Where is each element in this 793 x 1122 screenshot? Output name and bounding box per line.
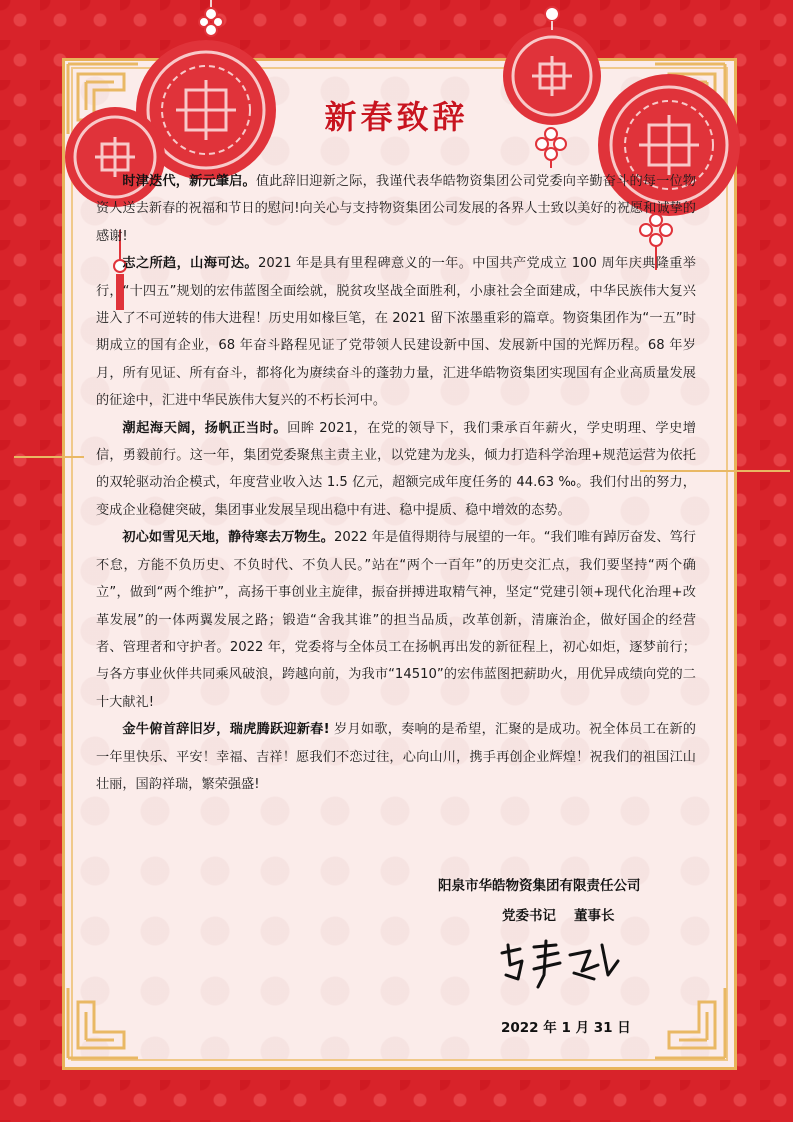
paragraph xyxy=(96,250,696,414)
letter-body xyxy=(96,168,696,798)
handwritten-signature xyxy=(494,935,624,995)
signature-role: 董事长 xyxy=(574,908,615,924)
gold-line-left-top xyxy=(14,456,84,458)
hanging-knot-ornament xyxy=(196,0,226,40)
paragraph xyxy=(96,524,696,716)
paragraph-text: 岁月如歌，奏响的是希望，汇聚的是成功。祝全体员工在新的一年里快乐、平安！幸福、吉祥！愿我们不恋过往，心向山川，携手再创企业辉煌！祝我们的祖国江山壮丽，国韵祥瑞，繁荣强盛! xyxy=(96,722,696,792)
paragraph-lead: 潮起海天阔，扬帆正当时。 xyxy=(122,420,288,436)
paragraph xyxy=(96,716,696,798)
paragraph-lead: 志之所趋，山海可达。 xyxy=(122,256,258,272)
paragraph-text: 2021 年是具有里程碑意义的一年。中国共产党成立 100 周年庆典隆重举行，“十四五”规划的宏伟蓝图全面绘就，脱贫攻坚战全面胜利，小康社会全面建成，中华民族伟大复兴进入了不可逆转的伟大进程！历史用如椽巨笔，在 2021 留下浓墨重彩的篇章。物资集团作为“一五”时期成立的国有企业，68 年奋斗路程见证了党带领人民建设新中国、发展新中国的光辉历程。68 年岁月，所有见证、所有奋斗，都将化为赓续奋斗的蓬勃力量，汇进华皓物资集团实现国有企业高质量发展的征途中，汇进中华民族伟大复兴的不朽长河中。 xyxy=(96,256,696,409)
hanging-knot-ornament xyxy=(537,4,567,30)
paragraph xyxy=(96,168,696,250)
lattice-corner-bottom-left xyxy=(64,984,142,1062)
paragraph-lead: 金牛俯首辞旧岁，瑞虎腾跃迎新春! xyxy=(122,722,330,738)
signature-date: 2022 年 1 月 31 日 xyxy=(501,1020,631,1036)
paragraph-text: 回眸 2021，在党的领导下，我们秉承百年薪火，学史明理、学史增信，勇毅前行。这一年，集团党委聚焦主责主业，以党建为龙头，倾力打造科学治理+规范运营为依托的双轮驱动治企模式，年度营业收入达 1.5 亿元，超额完成年度任务的 44.63 ‰。我们付出的努力，变成企业稳健突破，集团事业发展呈现出稳中有进、稳中提质、稳中增效的态势。 xyxy=(96,420,696,518)
paragraph-lead: 时津迭代，新元肇启。 xyxy=(122,174,256,189)
paragraph-lead: 初心如雪见天地，静待寒去万物生。 xyxy=(122,530,334,546)
paragraph xyxy=(96,415,696,525)
page-title: 新春致辞 xyxy=(324,98,469,136)
signature-company: 阳泉市华皓物资集团有限责任公司 xyxy=(438,878,641,894)
signature-role: 党委书记 xyxy=(502,908,556,924)
paragraph-text: 2022 年是值得期待与展望的一年。“我们唯有踔厉奋发、笃行不怠，方能不负历史、不负时代、不负人民。”站在“两个一百年”的历史交汇点，我们要坚持“两个确立”，做到“两个维护”，高扬干事创业主旋律，振奋拼搏进取精气神，坚定“党建引领+现代化治理+改革发展”的一体两翼发展之路；锻造“舍我其谁”的担当品质，改革创新，清廉治企，做好国企的经营者、管理者和守护者。2022 年，党委将与全体员工在扬帆再出发的新征程上，初心如炬，逐梦前行；与各方事业伙伴共同乘风破浪，跨越向前，为我市“14510”的宏伟蓝图把薪助火，用优异成绩向党的二十大献礼! xyxy=(96,530,696,710)
lattice-corner-bottom-right xyxy=(651,984,729,1062)
signature-title xyxy=(502,904,633,924)
paragraph-text: 值此辞旧迎新之际，我谨代表华皓物资集团公司党委向辛勤奋斗的每一位物资人送去新春的祝福和节日的慰问!向关心与支持物资集团公司发展的各界人士致以美好的祝愿和诚挚的感谢! xyxy=(96,174,697,244)
